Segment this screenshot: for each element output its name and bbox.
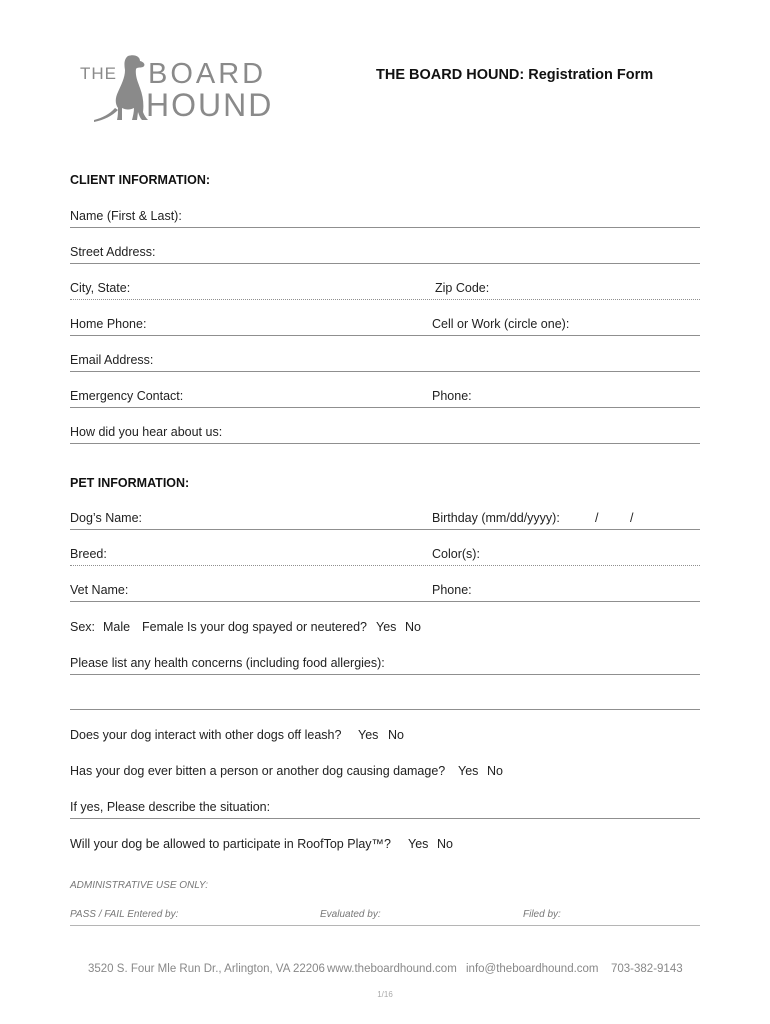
name-field[interactable] bbox=[70, 209, 700, 228]
health-concerns-extra-line[interactable] bbox=[70, 709, 700, 710]
breed-row[interactable] bbox=[70, 547, 700, 566]
spayed-no-option[interactable]: No bbox=[405, 620, 421, 634]
cell-work-label: Cell or Work (circle one): bbox=[432, 317, 570, 331]
rooftop-no-option[interactable]: No bbox=[437, 837, 453, 851]
pass-fail-label: PASS / FAIL Entered by: bbox=[70, 909, 179, 920]
vet-name-label: Vet Name: bbox=[70, 583, 129, 597]
form-title: THE BOARD HOUND: Registration Form bbox=[376, 67, 654, 83]
rooftop-row bbox=[70, 837, 700, 855]
dog-name-row[interactable] bbox=[70, 511, 700, 530]
bitten-row bbox=[70, 764, 700, 782]
colors-label: Color(s): bbox=[432, 547, 480, 561]
rooftop-yes-option[interactable]: Yes bbox=[408, 837, 429, 851]
dog-name-label: Dog’s Name: bbox=[70, 511, 143, 525]
city-zip-row[interactable] bbox=[70, 281, 700, 300]
phone-row[interactable] bbox=[70, 317, 700, 336]
birthday-slash-1: / bbox=[595, 511, 599, 525]
rooftop-question: Will your dog be allowed to participate in RoofTop Play™? bbox=[70, 837, 392, 851]
footer-address: 3520 S. Four Mle Run Dr., Arlington, VA 22206 bbox=[88, 963, 325, 975]
footer-website[interactable]: www.theboardhound.com bbox=[327, 963, 457, 975]
birthday-slash-2: / bbox=[630, 511, 634, 525]
filed-by-label: Filed by: bbox=[523, 909, 561, 920]
footer bbox=[0, 963, 770, 979]
sex-spayed-row bbox=[70, 620, 700, 638]
home-phone-label: Home Phone: bbox=[70, 317, 147, 331]
off-leash-row bbox=[70, 728, 700, 746]
health-concerns-field[interactable] bbox=[70, 656, 700, 675]
spayed-question: Is your dog spayed or neutered? bbox=[187, 620, 367, 634]
name-label: Name (First & Last): bbox=[70, 209, 182, 223]
page-number: 1/16 bbox=[377, 990, 393, 999]
bitten-no-option[interactable]: No bbox=[487, 764, 503, 778]
referral-label: How did you hear about us: bbox=[70, 425, 223, 439]
logo-board-text: BOARD bbox=[148, 58, 267, 90]
birthday-label: Birthday (mm/dd/yyyy): bbox=[432, 511, 560, 525]
sex-female-option[interactable]: Female bbox=[142, 620, 184, 634]
logo-the-text: THE bbox=[80, 64, 117, 83]
footer-phone: 703-382-9143 bbox=[611, 963, 683, 975]
email-label: Email Address: bbox=[70, 353, 154, 367]
admin-heading: ADMINISTRATIVE USE ONLY: bbox=[70, 880, 208, 891]
city-state-label: City, State: bbox=[70, 281, 131, 295]
off-leash-yes-option[interactable]: Yes bbox=[358, 728, 379, 742]
client-info-heading: CLIENT INFORMATION: bbox=[70, 173, 211, 187]
bite-description-label: If yes, Please describe the situation: bbox=[70, 800, 271, 814]
off-leash-question: Does your dog interact with other dogs off leash? bbox=[70, 728, 342, 742]
bite-description-field[interactable] bbox=[70, 800, 700, 819]
emergency-row[interactable] bbox=[70, 389, 700, 408]
logo-hound-text: HOUND bbox=[146, 87, 274, 123]
sex-male-option[interactable]: Male bbox=[103, 620, 131, 634]
pet-info-heading: PET INFORMATION: bbox=[70, 476, 190, 490]
footer-email[interactable]: info@theboardhound.com bbox=[466, 963, 599, 975]
bitten-yes-option[interactable]: Yes bbox=[458, 764, 479, 778]
board-hound-logo bbox=[80, 52, 310, 124]
admin-row[interactable] bbox=[70, 909, 700, 926]
evaluated-by-label: Evaluated by: bbox=[320, 909, 381, 920]
street-address-field[interactable] bbox=[70, 245, 700, 264]
spayed-yes-option[interactable]: Yes bbox=[376, 620, 397, 634]
health-concerns-label: Please list any health concerns (including food allergies): bbox=[70, 656, 385, 670]
sex-label: Sex: bbox=[70, 620, 96, 634]
off-leash-no-option[interactable]: No bbox=[388, 728, 404, 742]
referral-field[interactable] bbox=[70, 425, 700, 444]
zip-code-label: Zip Code: bbox=[435, 281, 490, 295]
emergency-contact-label: Emergency Contact: bbox=[70, 389, 184, 403]
breed-label: Breed: bbox=[70, 547, 107, 561]
bitten-question: Has your dog ever bitten a person or another dog causing damage? bbox=[70, 764, 446, 778]
vet-row[interactable] bbox=[70, 583, 700, 602]
emergency-phone-label: Phone: bbox=[432, 389, 472, 403]
street-address-label: Street Address: bbox=[70, 245, 156, 259]
vet-phone-label: Phone: bbox=[432, 583, 472, 597]
email-field[interactable] bbox=[70, 353, 700, 372]
